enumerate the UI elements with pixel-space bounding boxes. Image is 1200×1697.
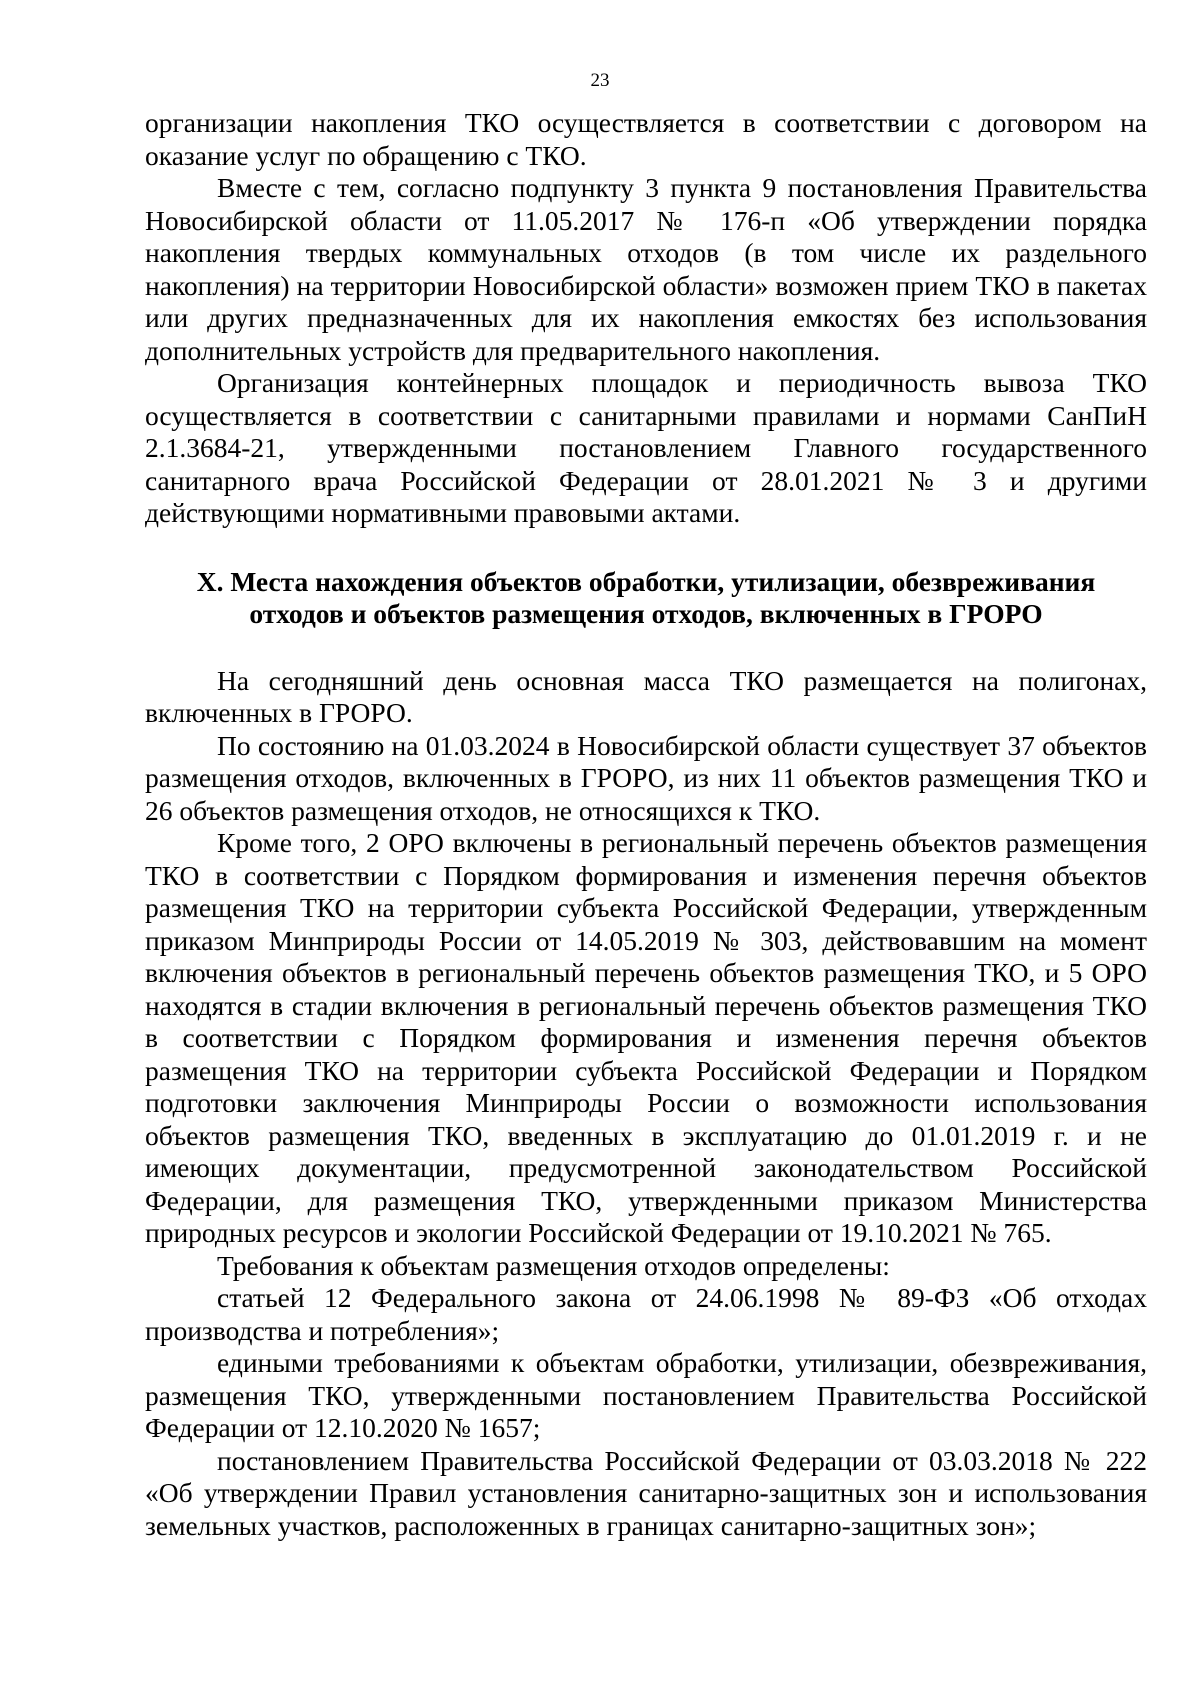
- paragraph-unified-requirements: едиными требованиями к объектам обработки, утилизации, обезвреживания, размещения ТКО, утвержденными постановлением Правительства Российской Федерации от 12.10.2020 № 1657;: [145, 1347, 1147, 1443]
- section-heading: [145, 566, 1147, 631]
- paragraph-resolution-176p: Вместе с тем, согласно подпункту 3 пункта 9 постановления Правительства Новосибирской области от 11.05.2017 № 176-п «Об утверждении порядка накопления твердых коммунальных отходов (в том числе их раздельного накопления) на территории Новосибирской области» возможен прием ТКО в пакетах или других предназначенных для их накопления емкостях без использования дополнительных устройств для предварительного накопления.: [145, 172, 1147, 366]
- document-body: [145, 107, 1147, 1542]
- paragraph-object-count: По состоянию на 01.03.2024 в Новосибирской области существует 37 объектов размещения отходов, включенных в ГРОРО, из них 11 объектов размещения ТКО и 26 объектов размещения отходов, не относящихся к ТКО.: [145, 729, 1147, 826]
- section-heading-line-1: X. Места нахождения объектов обработки, утилизации, обезвреживания: [196, 565, 1096, 597]
- paragraph-resolution-222: постановлением Правительства Российской Федерации от 03.03.2018 № 222 «Об утверждении Правил установления санитарно-защитных зон и использования земельных участков, расположенных в границах санитарно-защитных зон»;: [145, 1444, 1147, 1541]
- page-number: 23: [590, 70, 610, 91]
- paragraph-requirements-intro: Требования к объектам размещения отходов определены:: [217, 1249, 890, 1281]
- paragraph-federal-law: статьей 12 Федерального закона от 24.06.1998 № 89-ФЗ «Об отходах производства и потребления»;: [145, 1282, 1147, 1346]
- paragraph-regional-list: Кроме того, 2 ОРО включены в региональный перечень объектов размещения ТКО в соответствии с Порядком формирования и изменения перечня объектов размещения ТКО на территории субъекта Российской Федерации, утвержденным приказом Минприроды России от 14.05.2019 № 303, действовавшим на момент включения объектов в региональный перечень объектов размещения ТКО, и 5 ОРО находятся в стадии включения в региональный перечень объектов размещения ТКО в соответствии с Порядком формирования и изменения перечня объектов размещения ТКО на территории субъекта Российской Федерации и Порядком подготовки заключения Минприроды России о возможности использования объектов размещения ТКО, введенных в эксплуатацию до 01.01.2019 г. и не имеющих документации, предусмотренной законодательством Российской Федерации, для размещения ТКО, утвержденными приказом Министерства природных ресурсов и экологии Российской Федерации от 19.10.2021 № 765.: [145, 827, 1147, 1248]
- section-heading-line-2: отходов и объектов размещения отходов, включенных в ГРОРО: [249, 598, 1043, 629]
- paragraph-container-sites: Организация контейнерных площадок и периодичность вывоза ТКО осуществляется в соответствии с санитарными правилами и нормами СанПиН 2.1.3684-21, утвержденными постановлением Главного государственного санитарного врача Российской Федерации от 28.01.2021 № 3 и другими действующими нормативными правовыми актами.: [145, 367, 1147, 528]
- paragraph-landfills: На сегодняшний день основная масса ТКО размещается на полигонах, включенных в ГРОРО.: [145, 664, 1147, 728]
- paragraph-continuation: организации накопления ТКО осуществляется в соответствии с договором на оказание услуг по обращению с ТКО.: [145, 107, 1147, 171]
